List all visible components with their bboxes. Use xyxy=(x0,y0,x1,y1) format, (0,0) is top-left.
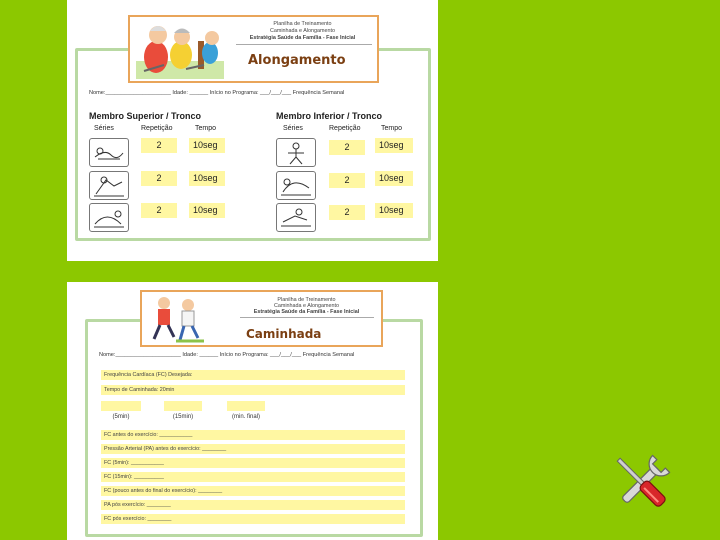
sheet-header xyxy=(128,15,379,83)
stretching-people-illustration xyxy=(136,21,224,79)
header-line-2: Caminhada e Alongamento xyxy=(273,303,340,309)
header-line-3: Estratégia Saúde da Família - Fase Inicial xyxy=(253,309,360,315)
form-line: Nome:_____________________ Idade: ______ Início no Programa: ___/___/___ Frequência Semanal xyxy=(89,90,345,96)
tempo-value: 10seg xyxy=(375,171,413,186)
time-label-5min: (5min) xyxy=(112,414,130,420)
header-divider xyxy=(240,317,374,318)
fc-antes-field: FC antes do exercício: ___________ xyxy=(101,430,405,440)
tempo-value: 10seg xyxy=(189,203,225,218)
header-line-2: Caminhada e Alongamento xyxy=(269,28,336,34)
col-series: Séries xyxy=(94,125,114,132)
pa-pos-field: PA pós exercício: ________ xyxy=(101,500,405,510)
fc-15min-field: FC (15min): __________ xyxy=(101,472,405,482)
tempo-value: 10seg xyxy=(375,203,413,218)
header-line-1: Planilha de Treinamento xyxy=(277,297,336,303)
pa-antes-field: Pressão Arterial (PA) antes do exercício: ________ xyxy=(101,444,405,454)
tempo-value: 10seg xyxy=(189,138,225,153)
rep-value: 2 xyxy=(141,138,177,153)
rep-value: 2 xyxy=(329,140,365,155)
exercise-figure xyxy=(276,138,316,167)
col-repeticao: Repetição xyxy=(141,125,173,132)
exercise-figure xyxy=(89,171,129,200)
time-box-final xyxy=(227,401,265,411)
caminhada-sheet xyxy=(67,282,438,540)
exercise-figure xyxy=(89,203,129,232)
header-divider xyxy=(236,44,372,45)
walking-people-illustration xyxy=(146,295,208,345)
fc-pos-field: FC pós exercício: ________ xyxy=(101,514,405,524)
col-repeticao: Repetição xyxy=(329,125,361,132)
tools-icon[interactable] xyxy=(608,448,676,518)
rep-value: 2 xyxy=(141,171,177,186)
rep-value: 2 xyxy=(329,173,365,188)
rep-value: 2 xyxy=(329,205,365,220)
tempo-value: 10seg xyxy=(189,171,225,186)
alongamento-sheet xyxy=(67,0,438,261)
col-tempo: Tempo xyxy=(195,125,217,132)
header-line-1: Planilha de Treinamento xyxy=(273,21,332,27)
time-box-15min xyxy=(164,401,202,411)
fc-final-field: FC (pouco antes do final do exercício): ________ xyxy=(101,486,405,496)
upper-section-heading: Membro Superior / Tronco xyxy=(89,111,202,121)
time-label-15min: (15min) xyxy=(172,414,194,420)
time-box-5min xyxy=(101,401,141,411)
form-line: Nome:_____________________ Idade: ______ Início no Programa: ___/___/___ Frequência Semanal xyxy=(99,352,355,358)
col-series: Séries xyxy=(283,125,303,132)
tempo-caminhada-field: Tempo de Caminhada: 20min xyxy=(101,385,405,395)
rep-value: 2 xyxy=(141,203,177,218)
tempo-value: 10seg xyxy=(375,138,413,153)
fc-desejada-field: Frequência Cardíaca (FC) Desejada: xyxy=(101,370,405,380)
exercise-figure xyxy=(276,203,316,232)
sheet-title: Caminhada xyxy=(246,327,322,341)
time-label-final: (min. final) xyxy=(231,414,260,420)
fc-5min-field: FC (5min): ___________ xyxy=(101,458,405,468)
exercise-figure xyxy=(276,171,316,200)
exercise-figure xyxy=(89,138,129,167)
sheet-title: Alongamento xyxy=(248,53,346,68)
lower-section-heading: Membro Inferior / Tronco xyxy=(276,111,383,121)
col-tempo: Tempo xyxy=(381,125,403,132)
sheet-header xyxy=(140,290,383,347)
header-line-3: Estratégia Saúde da Família - Fase Inicial xyxy=(249,35,356,41)
